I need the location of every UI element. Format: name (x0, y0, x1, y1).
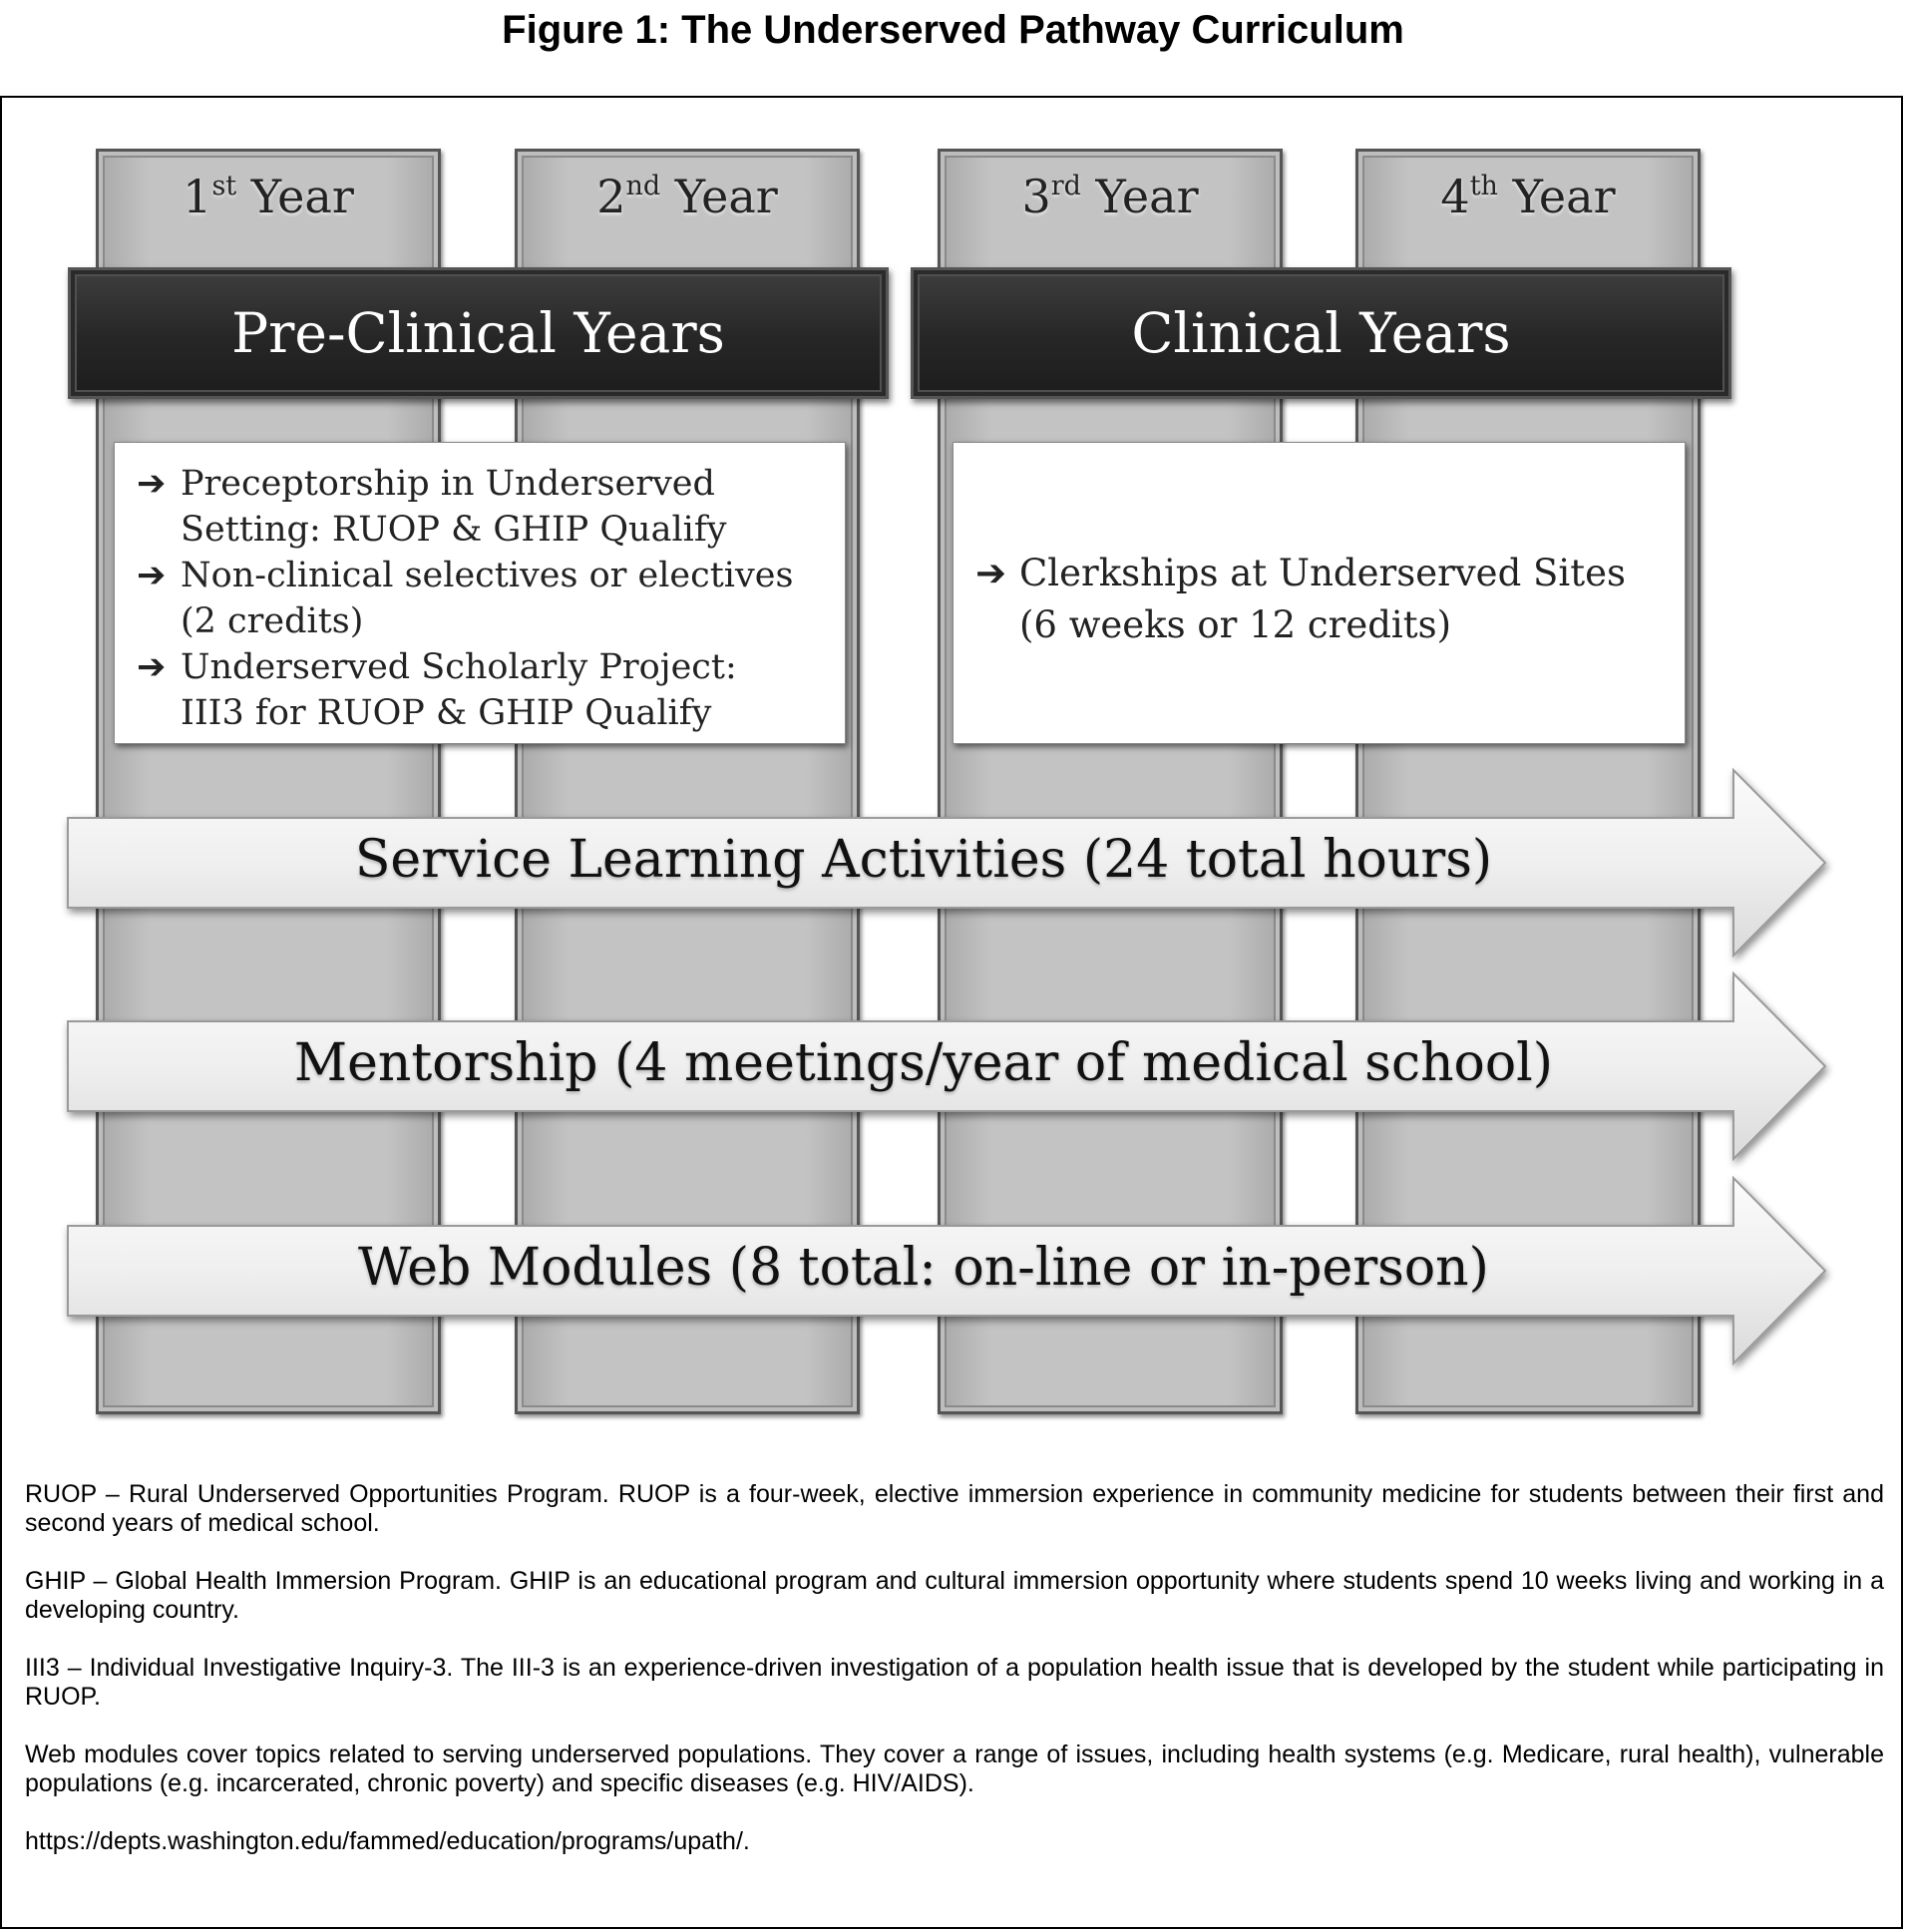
note-ruop: RUOP – Rural Underserved Opportunities Program. RUOP is a four-week, elective immersion experience in community medicine for students between their first and second years of medical school. (25, 1480, 1884, 1537)
note-ghip: GHIP – Global Health Immersion Program. GHIP is an educational program and cultural immersion opportunity where students spend 10 weeks living and working in a developing country. (25, 1567, 1884, 1624)
mentorship-arrow (68, 973, 1825, 1159)
note-web-modules: Web modules cover topics related to serving underserved populations. They cover a range of issues, including health systems (e.g. Medicare, rural health), vulnerable populations (e.g. incarcerated, chronic poverty) and specific diseases (e.g. HIV/AIDS). (25, 1740, 1884, 1797)
clinical-item: ➔ Clerkships at Underserved Sites (6 weeks or 12 credits) (975, 548, 1675, 651)
preclinical-box (114, 442, 846, 744)
arrow-right-icon: ➔ (975, 552, 1007, 594)
arrow-right-icon: ➔ (137, 647, 167, 687)
mentorship-label: Mentorship (4 meetings/year of medical school) (293, 1033, 1554, 1093)
service-learning-arrow (68, 770, 1825, 956)
program-url: https://depts.washington.edu/fammed/education/programs/upath/. (25, 1827, 750, 1855)
preclinical-item: ➔ Underserved Scholarly Project: III3 for RUOP & GHIP Qualify (137, 644, 835, 736)
clinical-box (953, 442, 1686, 744)
figure-title: Figure 1: The Underserved Pathway Curriculum (502, 8, 1404, 52)
clinical-header: Clinical Years (911, 267, 1731, 399)
service-learning-label: Service Learning Activities (24 total hours) (354, 830, 1493, 890)
footnotes (25, 1480, 1884, 1885)
preclinical-header: Pre-Clinical Years (68, 267, 889, 399)
year-label-3: 3rd Year (1021, 170, 1199, 223)
web-modules-arrow (68, 1178, 1825, 1363)
preclinical-item: ➔ Non-clinical selectives or electives (2 credits) (137, 553, 835, 644)
preclinical-item: ➔ Preceptorship in Underserved Setting: RUOP & GHIP Qualify (137, 461, 835, 553)
year-label-1: 1st Year (183, 170, 354, 223)
web-modules-label: Web Modules (8 total: on-line or in-person) (358, 1238, 1489, 1298)
year-label-4: 4th Year (1440, 170, 1616, 223)
note-iii3: III3 – Individual Investigative Inquiry-3. The III-3 is an experience-driven investigation of a population health issue that is developed by the student while participating in RUOP. (25, 1654, 1884, 1711)
arrow-right-icon: ➔ (137, 556, 167, 595)
year-label-2: 2nd Year (596, 170, 778, 223)
arrow-right-icon: ➔ (137, 464, 167, 504)
